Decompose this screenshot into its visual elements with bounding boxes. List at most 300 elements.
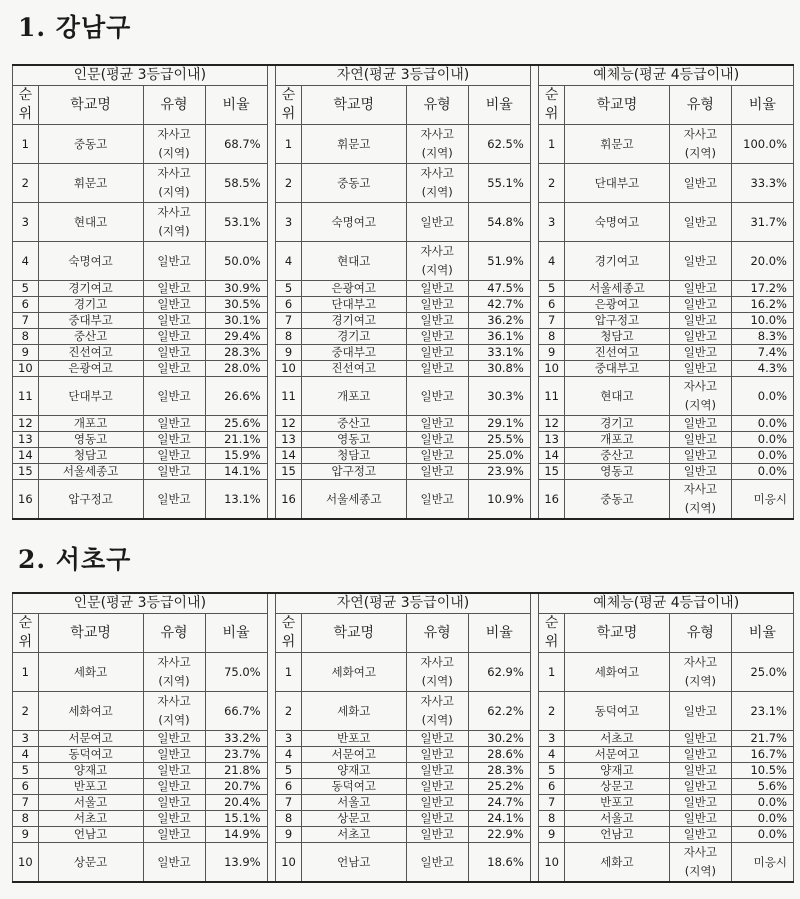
school-type-cell: 일반고 (406, 203, 468, 242)
rank-cell: 5 (539, 281, 565, 297)
rank-cell: 3 (276, 731, 302, 747)
rate-cell: 8.3% (731, 329, 793, 345)
school-type-cell: 일반고 (669, 464, 731, 480)
school-type-cell (406, 692, 468, 731)
row-gap (267, 747, 276, 763)
school-name-cell: 중산고 (301, 416, 406, 432)
school-type-line: 자사고 (683, 845, 718, 859)
rank-cell: 8 (13, 329, 39, 345)
school-name-cell: 현대고 (565, 377, 670, 416)
rank-cell: 13 (539, 432, 565, 448)
rate-cell: 30.3% (468, 377, 530, 416)
school-type-cell: 일반고 (406, 297, 468, 313)
row-gap (267, 731, 276, 747)
rate-cell: 55.1% (468, 164, 530, 203)
row-gap (267, 361, 276, 377)
school-name-cell: 세화고 (301, 692, 406, 731)
rank-cell: 11 (13, 377, 39, 416)
school-type-region: (지역) (421, 146, 453, 160)
row-gap (267, 313, 276, 329)
rate-cell: 미응시 (731, 843, 793, 883)
school-name-cell: 서울고 (565, 811, 670, 827)
rank-cell: 6 (13, 779, 39, 795)
rank-header-bottom: 위 (281, 106, 296, 122)
school-type-cell: 일반고 (143, 843, 205, 883)
row-gap (267, 811, 276, 827)
rank-header-bottom: 위 (544, 106, 559, 122)
type-header: 유형 (669, 614, 731, 653)
row-gap (267, 843, 276, 883)
school-type-cell: 일반고 (406, 779, 468, 795)
school-type-cell: 일반고 (669, 416, 731, 432)
school-type-line: 자사고 (683, 655, 718, 669)
school-type-cell: 일반고 (669, 795, 731, 811)
table-row (13, 125, 794, 164)
rank-cell: 6 (539, 779, 565, 795)
rank-cell: 2 (539, 164, 565, 203)
school-type-cell: 일반고 (669, 692, 731, 731)
rate-cell: 62.9% (468, 653, 530, 692)
row-gap (530, 747, 539, 763)
row-gap (267, 763, 276, 779)
school-name-cell: 경기고 (38, 297, 143, 313)
school-name-cell: 중산고 (38, 329, 143, 345)
school-type-region: (지역) (421, 674, 453, 688)
school-header: 학교명 (301, 86, 406, 125)
row-gap (267, 242, 276, 281)
rate-cell: 0.0% (731, 448, 793, 464)
table-row (13, 203, 794, 242)
school-type-line: 자사고 (157, 166, 191, 180)
rank-cell: 9 (276, 827, 302, 843)
rate-cell: 100.0% (731, 125, 793, 164)
school-name-cell: 휘문고 (38, 164, 143, 203)
school-type-cell: 일반고 (406, 827, 468, 843)
ranking-table (12, 64, 794, 520)
type-header: 유형 (406, 86, 468, 125)
row-gap (530, 361, 539, 377)
school-type-cell: 일반고 (669, 448, 731, 464)
school-type-region: (지역) (158, 674, 190, 688)
rate-cell: 75.0% (205, 653, 267, 692)
rank-cell: 10 (276, 361, 302, 377)
row-gap (267, 164, 276, 203)
rank-cell: 15 (539, 464, 565, 480)
rate-cell: 21.7% (731, 731, 793, 747)
school-name-cell: 서울세종고 (38, 464, 143, 480)
header-gap (530, 614, 539, 653)
school-type-cell: 일반고 (669, 164, 731, 203)
section-title-seocho: 2. 서초구 (18, 545, 132, 574)
school-type-cell: 일반고 (406, 345, 468, 361)
section-title-gangnam: 1. 강남구 (18, 13, 132, 42)
rank-cell: 11 (539, 377, 565, 416)
rank-cell: 2 (13, 164, 39, 203)
rate-header: 비율 (468, 86, 530, 125)
rank-header (13, 614, 39, 653)
rate-cell: 26.6% (205, 377, 267, 416)
rate-cell: 68.7% (205, 125, 267, 164)
school-type-line: 자사고 (420, 655, 454, 669)
school-type-region: (지역) (684, 674, 716, 688)
school-name-cell: 숙명여고 (38, 242, 143, 281)
rate-cell: 14.1% (205, 464, 267, 480)
rank-header (13, 86, 39, 125)
school-name-cell: 은광여고 (38, 361, 143, 377)
school-name-cell: 서문여고 (301, 747, 406, 763)
group-header-row (13, 593, 794, 614)
rank-cell: 6 (276, 297, 302, 313)
rate-cell: 30.1% (205, 313, 267, 329)
school-type-cell: 일반고 (143, 242, 205, 281)
rate-cell: 7.4% (731, 345, 793, 361)
school-type-line: 자사고 (157, 205, 191, 219)
row-gap (530, 416, 539, 432)
school-name-cell: 경기여고 (565, 242, 670, 281)
row-gap (530, 164, 539, 203)
rank-cell: 12 (13, 416, 39, 432)
rank-header-bottom: 위 (281, 634, 296, 650)
rank-cell: 15 (276, 464, 302, 480)
rate-cell: 16.7% (731, 747, 793, 763)
school-type-line: 자사고 (420, 244, 454, 258)
school-type-line: 자사고 (420, 166, 454, 180)
rate-cell: 15.9% (205, 448, 267, 464)
row-gap (530, 242, 539, 281)
rank-header-bottom: 위 (544, 634, 559, 650)
table-row (13, 281, 794, 297)
rank-cell: 10 (276, 843, 302, 883)
table-row (13, 653, 794, 692)
school-type-cell: 일반고 (143, 731, 205, 747)
school-name-cell: 숙명여고 (565, 203, 670, 242)
rank-cell: 4 (539, 242, 565, 281)
rate-cell: 50.0% (205, 242, 267, 281)
school-type-cell: 일반고 (406, 281, 468, 297)
row-gap (530, 377, 539, 416)
table-row (13, 448, 794, 464)
rate-cell: 33.1% (468, 345, 530, 361)
school-type-cell: 일반고 (143, 795, 205, 811)
school-type-region: (지역) (421, 185, 453, 199)
school-type-cell: 일반고 (669, 203, 731, 242)
group-header: 자연(평균 3등급이내) (276, 65, 531, 86)
rank-header-top: 순 (544, 87, 559, 103)
rate-header: 비율 (205, 86, 267, 125)
school-type-cell: 일반고 (406, 795, 468, 811)
rate-cell: 20.7% (205, 779, 267, 795)
rank-cell: 8 (539, 329, 565, 345)
school-type-cell: 일반고 (406, 361, 468, 377)
rank-cell: 13 (276, 432, 302, 448)
rate-cell: 30.5% (205, 297, 267, 313)
school-type-line: 자사고 (157, 694, 191, 708)
group-header: 인문(평균 3등급이내) (13, 65, 268, 86)
rank-cell: 6 (539, 297, 565, 313)
rank-cell: 5 (539, 763, 565, 779)
row-gap (530, 731, 539, 747)
group-header: 예체능(평균 4등급이내) (539, 65, 794, 86)
rank-cell: 14 (13, 448, 39, 464)
school-type-line: 자사고 (157, 127, 191, 141)
school-name-cell: 서울고 (301, 795, 406, 811)
rank-cell: 7 (276, 313, 302, 329)
school-name-cell: 압구정고 (38, 480, 143, 520)
school-type-region: (지역) (158, 713, 190, 727)
school-name-cell: 중대부고 (38, 313, 143, 329)
school-name-cell: 진선여고 (301, 361, 406, 377)
row-gap (267, 464, 276, 480)
school-type-cell: 일반고 (406, 763, 468, 779)
rate-cell: 5.6% (731, 779, 793, 795)
row-gap (530, 464, 539, 480)
row-gap (267, 345, 276, 361)
school-type-line: 자사고 (420, 694, 454, 708)
rank-cell: 2 (276, 164, 302, 203)
school-name-cell: 현대고 (301, 242, 406, 281)
school-type-cell: 일반고 (143, 297, 205, 313)
school-type-cell: 일반고 (406, 377, 468, 416)
rank-cell: 5 (276, 281, 302, 297)
rate-cell: 0.0% (731, 827, 793, 843)
rank-cell: 16 (276, 480, 302, 520)
school-type-cell (143, 203, 205, 242)
school-type-cell: 일반고 (669, 361, 731, 377)
rank-cell: 9 (276, 345, 302, 361)
rate-cell: 30.2% (468, 731, 530, 747)
row-gap (267, 480, 276, 520)
rank-cell: 4 (13, 747, 39, 763)
school-name-cell: 영동고 (565, 464, 670, 480)
rank-cell: 7 (276, 795, 302, 811)
school-name-cell: 개포고 (38, 416, 143, 432)
rank-cell: 16 (13, 480, 39, 520)
school-type-region: (지역) (684, 864, 716, 878)
rank-cell: 12 (539, 416, 565, 432)
table-row (13, 480, 794, 520)
school-type-cell: 일반고 (669, 313, 731, 329)
row-gap (267, 416, 276, 432)
row-gap (530, 329, 539, 345)
school-name-cell: 서울고 (38, 795, 143, 811)
rate-cell: 25.5% (468, 432, 530, 448)
row-gap (267, 281, 276, 297)
table-row (13, 329, 794, 345)
rank-cell: 9 (539, 345, 565, 361)
school-type-cell (669, 480, 731, 520)
school-type-cell: 일반고 (143, 345, 205, 361)
table-row (13, 731, 794, 747)
table-row (13, 464, 794, 480)
group-header: 인문(평균 3등급이내) (13, 593, 268, 614)
school-name-cell: 영동고 (301, 432, 406, 448)
table-seocho (12, 592, 794, 883)
school-header: 학교명 (565, 86, 670, 125)
school-type-cell: 일반고 (406, 416, 468, 432)
rank-header-top: 순 (544, 615, 559, 631)
school-type-cell: 일반고 (669, 779, 731, 795)
row-gap (530, 763, 539, 779)
table-row (13, 779, 794, 795)
rate-cell: 16.2% (731, 297, 793, 313)
school-type-cell (406, 125, 468, 164)
group-gap (267, 593, 276, 614)
rate-cell: 24.1% (468, 811, 530, 827)
school-name-cell: 반포고 (38, 779, 143, 795)
rate-cell: 28.6% (468, 747, 530, 763)
table-row (13, 313, 794, 329)
school-type-cell (669, 125, 731, 164)
rank-cell: 1 (539, 653, 565, 692)
rank-cell: 7 (13, 313, 39, 329)
row-gap (530, 345, 539, 361)
school-type-cell: 일반고 (406, 432, 468, 448)
school-name-cell: 언남고 (565, 827, 670, 843)
group-header: 자연(평균 3등급이내) (276, 593, 531, 614)
school-name-cell: 단대부고 (301, 297, 406, 313)
school-type-cell (406, 164, 468, 203)
rate-cell: 17.2% (731, 281, 793, 297)
rank-cell: 4 (276, 747, 302, 763)
table-row (13, 361, 794, 377)
rank-cell: 14 (539, 448, 565, 464)
rate-cell: 33.3% (731, 164, 793, 203)
school-header: 학교명 (38, 614, 143, 653)
group-header-row (13, 65, 794, 86)
school-name-cell: 서울세종고 (301, 480, 406, 520)
row-gap (530, 297, 539, 313)
group-gap (530, 65, 539, 86)
school-type-cell: 일반고 (669, 827, 731, 843)
school-type-cell: 일반고 (143, 747, 205, 763)
school-type-cell: 일반고 (669, 281, 731, 297)
school-name-cell: 서문여고 (565, 747, 670, 763)
rank-cell: 5 (13, 281, 39, 297)
rate-cell: 30.9% (205, 281, 267, 297)
type-header: 유형 (143, 86, 205, 125)
rate-cell: 0.0% (731, 795, 793, 811)
table-row (13, 345, 794, 361)
rank-cell: 12 (276, 416, 302, 432)
type-header: 유형 (406, 614, 468, 653)
school-type-cell: 일반고 (143, 448, 205, 464)
rank-header (276, 86, 302, 125)
rank-cell: 6 (13, 297, 39, 313)
rate-cell: 33.2% (205, 731, 267, 747)
table-row (13, 827, 794, 843)
rank-cell: 6 (276, 779, 302, 795)
school-name-cell: 경기고 (565, 416, 670, 432)
rate-cell: 28.3% (205, 345, 267, 361)
row-gap (530, 692, 539, 731)
row-gap (267, 125, 276, 164)
school-name-cell: 세화여고 (565, 653, 670, 692)
school-type-cell: 일반고 (669, 731, 731, 747)
table-gangnam (12, 64, 794, 520)
school-name-cell: 동덕여고 (301, 779, 406, 795)
school-type-region: (지역) (421, 713, 453, 727)
school-type-cell: 일반고 (406, 731, 468, 747)
row-gap (267, 432, 276, 448)
row-gap (530, 281, 539, 297)
column-header-row (13, 614, 794, 653)
rank-cell: 1 (13, 125, 39, 164)
school-name-cell: 압구정고 (565, 313, 670, 329)
school-type-cell: 일반고 (406, 329, 468, 345)
row-gap (267, 827, 276, 843)
rate-cell: 미응시 (731, 480, 793, 520)
rate-cell: 51.9% (468, 242, 530, 281)
school-type-region: (지역) (158, 224, 190, 238)
rate-header: 비율 (731, 614, 793, 653)
rank-cell: 1 (539, 125, 565, 164)
table-row (13, 843, 794, 883)
row-gap (267, 377, 276, 416)
school-name-cell: 단대부고 (565, 164, 670, 203)
school-type-cell: 일반고 (406, 313, 468, 329)
school-name-cell: 청담고 (301, 448, 406, 464)
rate-cell: 0.0% (731, 377, 793, 416)
rate-cell: 18.6% (468, 843, 530, 883)
rate-cell: 20.0% (731, 242, 793, 281)
table-row (13, 416, 794, 432)
school-name-cell: 상문고 (301, 811, 406, 827)
school-type-cell: 일반고 (406, 843, 468, 883)
rate-cell: 10.0% (731, 313, 793, 329)
school-type-cell: 일반고 (143, 377, 205, 416)
rate-cell: 25.2% (468, 779, 530, 795)
rate-cell: 15.1% (205, 811, 267, 827)
rank-cell: 8 (539, 811, 565, 827)
table-row (13, 242, 794, 281)
rate-cell: 13.1% (205, 480, 267, 520)
rate-cell: 21.8% (205, 763, 267, 779)
school-type-cell: 일반고 (669, 763, 731, 779)
rate-cell: 22.9% (468, 827, 530, 843)
school-type-cell: 일반고 (669, 811, 731, 827)
school-name-cell: 세화고 (38, 653, 143, 692)
type-header: 유형 (143, 614, 205, 653)
rate-cell: 66.7% (205, 692, 267, 731)
rank-cell: 4 (276, 242, 302, 281)
rate-cell: 25.6% (205, 416, 267, 432)
school-type-line: 자사고 (683, 482, 718, 496)
school-name-cell: 서초고 (38, 811, 143, 827)
row-gap (267, 329, 276, 345)
table-row (13, 432, 794, 448)
rate-cell: 58.5% (205, 164, 267, 203)
rank-cell: 8 (276, 329, 302, 345)
school-type-cell: 일반고 (143, 464, 205, 480)
rank-header (276, 614, 302, 653)
row-gap (267, 779, 276, 795)
school-name-cell: 현대고 (38, 203, 143, 242)
table-row (13, 747, 794, 763)
school-type-line: 자사고 (420, 127, 454, 141)
school-type-cell: 일반고 (143, 313, 205, 329)
rank-cell: 13 (13, 432, 39, 448)
rank-cell: 3 (539, 731, 565, 747)
rate-cell: 31.7% (731, 203, 793, 242)
rank-cell: 10 (13, 843, 39, 883)
group-gap (530, 593, 539, 614)
school-name-cell: 언남고 (38, 827, 143, 843)
rate-cell: 53.1% (205, 203, 267, 242)
group-header: 예체능(평균 4등급이내) (539, 593, 794, 614)
rank-header (539, 86, 565, 125)
row-gap (530, 448, 539, 464)
school-name-cell: 개포고 (301, 377, 406, 416)
